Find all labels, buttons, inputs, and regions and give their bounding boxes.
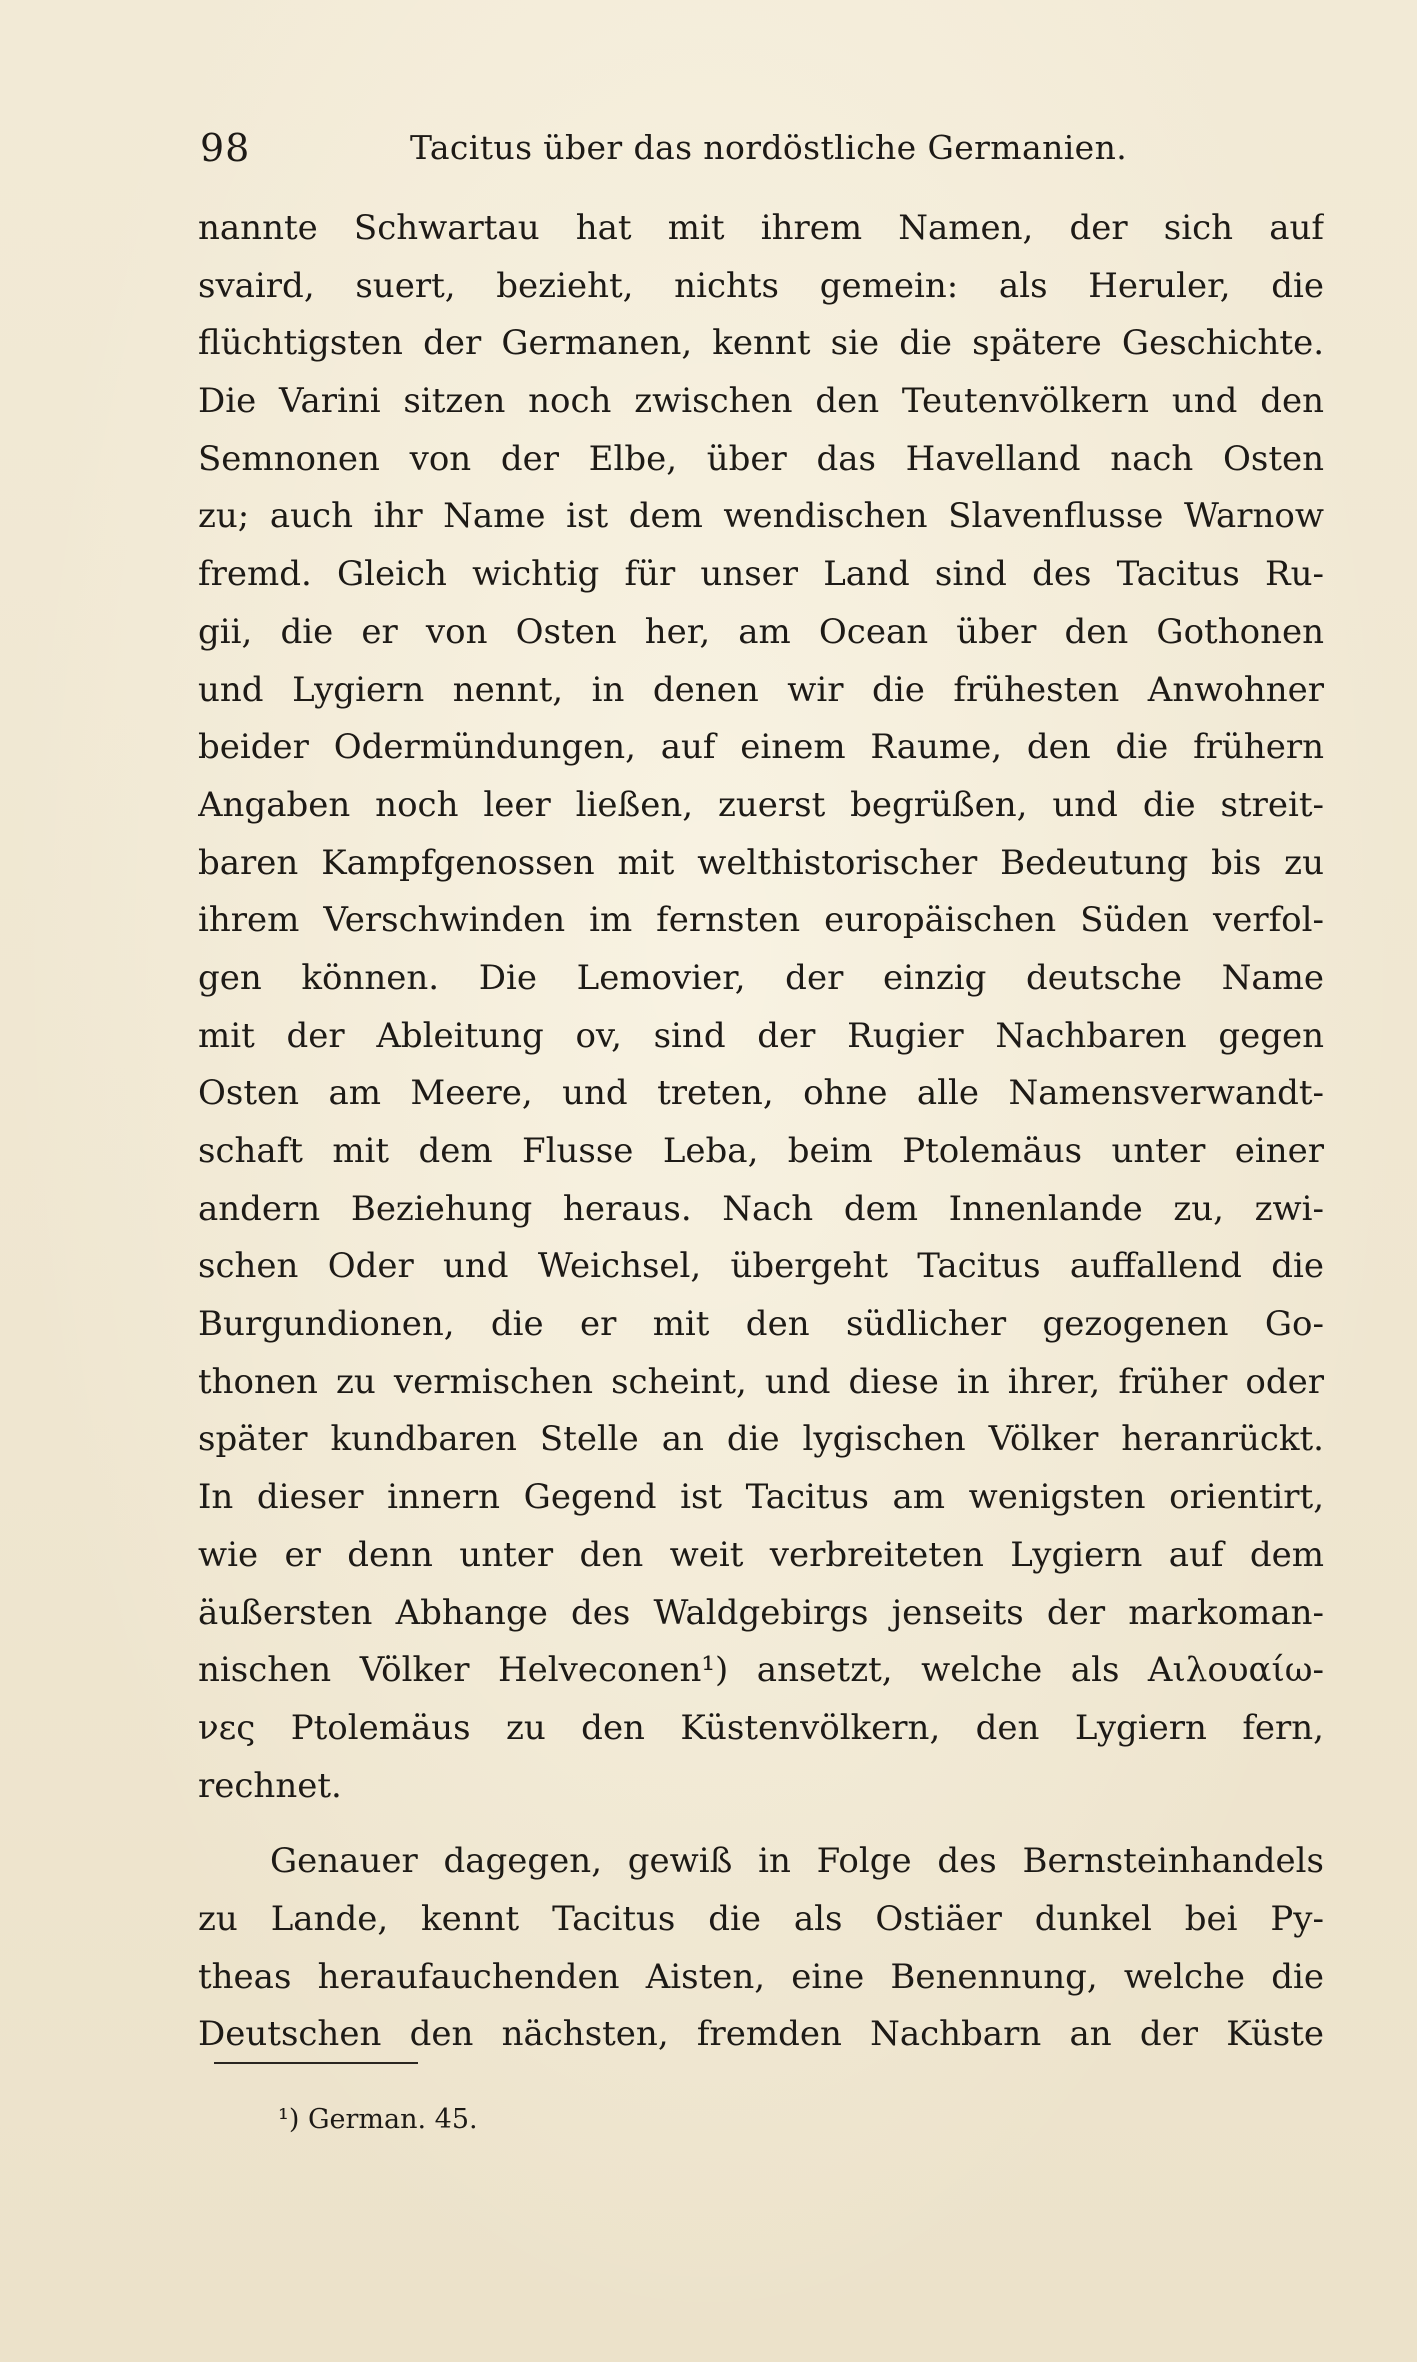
- text-line: rechnet.: [198, 1765, 342, 1806]
- text-line: schen Oder und Weichsel, übergeht Tacitus auffallend die: [198, 1246, 1324, 1287]
- body-text: [198, 200, 1324, 2064]
- text-line: Semnonen von der Elbe, über das Havelland nach Osten: [198, 438, 1324, 479]
- text-line: thonen zu vermischen scheint, und diese in ihrer, früher oder: [198, 1361, 1324, 1402]
- text-line: Burgundionen, die er mit den südlicher gezogenen Go-: [198, 1304, 1324, 1345]
- page-number: 98: [200, 126, 251, 170]
- text-line: zu; auch ihr Name ist dem wendischen Slavenflusse Warnow: [198, 496, 1324, 537]
- text-line: schaft mit dem Flusse Leba, beim Ptolemäus unter einer: [198, 1131, 1324, 1171]
- text-line: Angaben noch leer ließen, zuerst begrüßen, und die streit-: [198, 784, 1324, 825]
- text-line: und Lygiern nennt, in denen wir die frühesten Anwohner: [198, 669, 1324, 710]
- text-line: Die Varini sitzen noch zwischen den Teutenvölkern und den: [198, 381, 1324, 422]
- text-line: baren Kampfgenossen mit welthistorischer Bedeutung bis zu: [198, 842, 1324, 883]
- text-line: beider Odermündungen, auf einem Raume, den die frühern: [198, 727, 1324, 768]
- text-line: gii, die er von Osten her, am Ocean über den Gothonen: [198, 611, 1324, 652]
- text-line: Deutschen den nächsten, fremden Nachbarn an der Küste: [198, 2014, 1324, 2055]
- footnote: ¹) German. 45.: [278, 2104, 478, 2135]
- text-line: nischen Völker Helveconen¹) ansetzt, welche als Αιλουαίω-: [198, 1650, 1324, 1691]
- running-head-title: Tacitus über das nordöstliche Germanien.: [410, 128, 1128, 167]
- text-line: gen können. Die Lemovier, der einzig deutsche Name: [198, 957, 1324, 998]
- text-line: flüchtigsten der Germanen, kennt sie die spätere Geschichte.: [198, 323, 1324, 364]
- text-line: andern Beziehung heraus. Nach dem Innenlande zu, zwi-: [198, 1188, 1324, 1229]
- paragraph-2: [198, 1833, 1324, 2064]
- text-line: ihrem Verschwinden im fernsten europäischen Süden verfol-: [198, 900, 1324, 941]
- text-line: In dieser innern Gegend ist Tacitus am wenigsten orientirt,: [198, 1477, 1324, 1518]
- text-line: Osten am Meere, und treten, ohne alle Namensverwandt-: [198, 1073, 1324, 1114]
- text-line: svaird, suert, bezieht, nichts gemein: als Heruler, die: [198, 265, 1324, 306]
- footnote-rule: [214, 2062, 418, 2064]
- text-line: mit der Ableitung ov, sind der Rugier Nachbaren gegen: [198, 1015, 1324, 1056]
- text-line: Genauer dagegen, gewiß in Folge des Bernsteinhandels: [270, 1841, 1324, 1882]
- paragraph-gap: [198, 1815, 1324, 1833]
- text-line: äußersten Abhange des Waldgebirgs jenseits der markoman-: [198, 1592, 1324, 1633]
- text-line: zu Lande, kennt Tacitus die als Ostiäer dunkel bei Py-: [198, 1898, 1324, 1939]
- text-line: theas heraufauchenden Aisten, eine Benennung, welche die: [198, 1956, 1324, 1997]
- text-line: später kundbaren Stelle an die lygischen Völker heranrückt.: [198, 1419, 1324, 1460]
- running-head: [200, 118, 1200, 178]
- paragraph-1: [198, 200, 1324, 1815]
- text-line: nannte Schwartau hat mit ihrem Namen, der sich auf: [198, 208, 1324, 248]
- text-line: wie er denn unter den weit verbreiteten Lygiern auf dem: [198, 1534, 1324, 1575]
- text-line: fremd. Gleich wichtig für unser Land sind des Tacitus Ru-: [198, 554, 1324, 595]
- text-line: νες Ptolemäus zu den Küstenvölkern, den Lygiern fern,: [198, 1707, 1324, 1748]
